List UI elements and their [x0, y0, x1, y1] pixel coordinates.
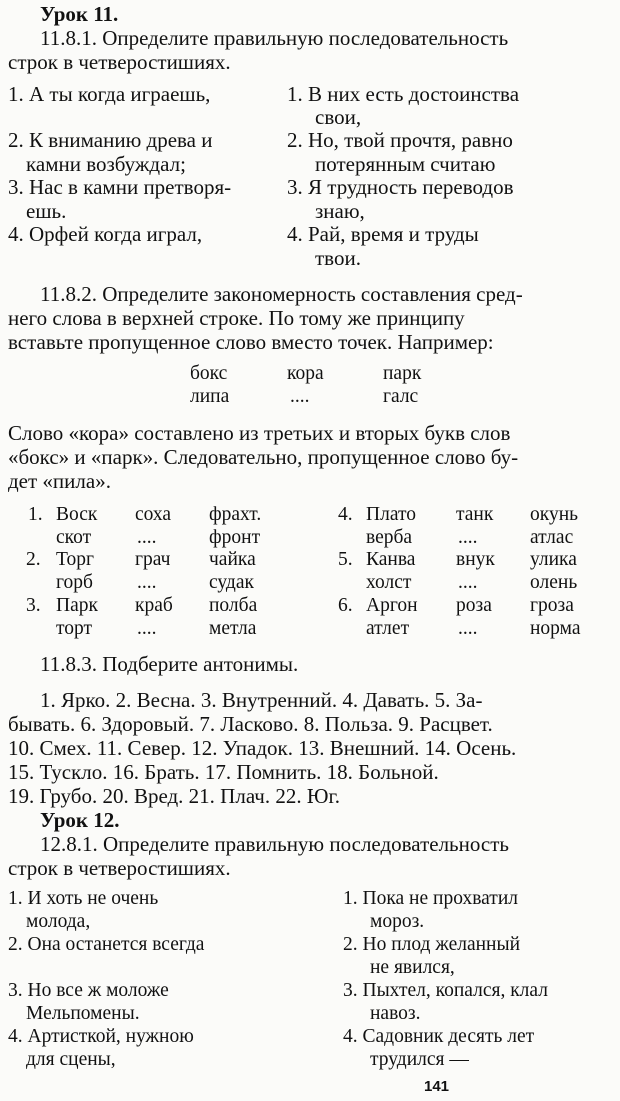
antonyms-line-5: 19. Грубо. 20. Вред. 21. Плач. 22. Юг. [8, 784, 340, 808]
quatrain12-right-line-3-cont: навоз. [370, 1003, 421, 1024]
quatrain12-right-line-3: 3. Пыхтел, копался, клал [343, 980, 548, 1001]
puzzle-3-number: 3. [26, 595, 41, 616]
puzzle-3-bottom-1: торт [56, 618, 93, 639]
puzzle-4-bottom-2: .... [458, 527, 478, 548]
puzzle-1-top-2: соха [135, 504, 172, 525]
quatrain-left-line-3-cont: ешь. [26, 199, 67, 223]
quatrain12-left-line-4-cont: для сцены, [26, 1049, 116, 1070]
puzzle-3-top-2: краб [135, 595, 173, 616]
ex-11-8-1-intro-cont: строк в четверостишиях. [8, 50, 231, 74]
lesson-11-title: Урок 11. [40, 2, 119, 26]
quatrain-right-line-2-cont: потерянным считаю [315, 152, 496, 176]
puzzle-1-bottom-1: скот [56, 527, 92, 548]
lesson-12-title: Урок 12. [40, 808, 120, 832]
puzzle-4-top-2: танк [456, 504, 494, 525]
puzzle-3-top-3: полба [209, 595, 258, 616]
quatrain12-left-line-3-cont: Мельпомены. [26, 1003, 140, 1024]
puzzle-2-number: 2. [26, 549, 41, 570]
quatrain-right-line-3: 3. Я трудность переводов [287, 175, 514, 199]
quatrain12-right-line-4-cont: трудился — [370, 1049, 469, 1070]
puzzle-1-number: 1. [28, 504, 43, 525]
example-top-word-1: бокс [190, 363, 228, 384]
example-explanation: Слово «кора» составлено из третьих и вторых букв слов [8, 421, 511, 445]
example-top-word-3: парк [383, 363, 422, 384]
puzzle-6-bottom-1: атлет [366, 618, 410, 639]
example-bottom-word-3: галс [383, 386, 419, 407]
puzzle-1-top-1: Воск [56, 504, 98, 525]
puzzle-3-bottom-3: метла [209, 618, 257, 639]
puzzle-2-bottom-3: судак [209, 572, 254, 593]
puzzle-5-top-1: Канва [366, 549, 416, 570]
antonyms-line-4: 15. Тускло. 16. Брать. 17. Помнить. 18. Больной. [8, 760, 439, 784]
ex-12-8-1-intro: 12.8.1. Определите правильную последовательность [40, 832, 509, 856]
quatrain-left-line-2-cont: камни возбуждал; [26, 152, 186, 176]
puzzle-3-bottom-2: .... [137, 618, 157, 639]
ex-12-8-1-intro-cont: строк в четверостишиях. [8, 856, 231, 880]
antonyms-line-1: 1. Ярко. 2. Весна. 3. Внутренний. 4. Давать. 5. За- [40, 688, 483, 712]
quatrain-left-line-4: 4. Орфей когда играл, [8, 222, 203, 246]
quatrain-right-line-3-cont: знаю, [315, 199, 365, 223]
example-bottom-missing: .... [290, 386, 310, 407]
quatrain12-left-line-4: 4. Артисткой, нужною [8, 1026, 194, 1047]
ex-11-8-1-intro: 11.8.1. Определите правильную последовательность [40, 26, 509, 50]
puzzle-2-bottom-1: горб [56, 572, 93, 593]
quatrain12-left-line-1-cont: молода, [26, 911, 91, 932]
quatrain12-right-line-1-cont: мороз. [370, 911, 425, 932]
quatrain-left-line-3: 3. Нас в камни претворя- [8, 175, 232, 199]
puzzle-4-top-1: Плато [366, 504, 416, 525]
puzzle-6-top-2: роза [456, 595, 492, 616]
puzzle-5-top-2: внук [456, 549, 495, 570]
example-bottom-word-1: липа [190, 386, 230, 407]
quatrain12-right-line-2: 2. Но плод желанный [343, 934, 521, 955]
puzzle-4-bottom-1: верба [366, 527, 413, 548]
ex-11-8-2-intro-cont-1: него слова в верхней строке. По тому же принципу [8, 306, 465, 330]
example-explanation-cont-2: дет «пила». [8, 469, 111, 493]
puzzle-5-bottom-1: холст [366, 572, 412, 593]
quatrain-right-line-2: 2. Но, твой прочтя, равно [287, 128, 513, 152]
example-explanation-cont-1: «бокс» и «парк». Следовательно, пропущенное слово бу- [8, 445, 519, 469]
example-top-word-2: кора [287, 363, 324, 384]
ex-11-8-2-intro: 11.8.2. Определите закономерность составления сред- [40, 282, 523, 306]
puzzle-4-bottom-3: атлас [530, 527, 574, 548]
puzzle-5-top-3: улика [530, 549, 577, 570]
puzzle-6-top-1: Аргон [366, 595, 418, 616]
puzzle-5-bottom-2: .... [458, 572, 478, 593]
quatrain-right-line-4: 4. Рай, время и труды [287, 222, 479, 246]
quatrain12-right-line-1: 1. Пока не прохватил [343, 888, 518, 909]
puzzle-1-top-3: фрахт. [209, 504, 262, 525]
quatrain-right-line-1-cont: свои, [315, 105, 362, 129]
quatrain-right-line-4-cont: твои. [315, 246, 361, 270]
puzzle-1-bottom-2: .... [137, 527, 157, 548]
puzzle-3-top-1: Парк [56, 595, 98, 616]
puzzle-5-bottom-3: олень [530, 572, 578, 593]
puzzle-6-top-3: гроза [530, 595, 574, 616]
quatrain12-right-line-2-cont: не явился, [370, 957, 455, 978]
page-number: 141 [424, 1078, 450, 1095]
puzzle-2-top-2: грач [135, 549, 171, 570]
puzzle-6-number: 6. [338, 595, 353, 616]
puzzle-2-top-1: Торг [56, 549, 94, 570]
puzzle-6-bottom-3: норма [530, 618, 581, 639]
quatrain12-left-line-2: 2. Она останется всегда [8, 934, 205, 955]
puzzle-2-bottom-2: .... [137, 572, 157, 593]
puzzle-5-number: 5. [338, 549, 353, 570]
quatrain12-left-line-1: 1. И хоть не очень [8, 888, 159, 909]
ex-11-8-2-intro-cont-2: вставьте пропущенное слово вместо точек. Например: [8, 330, 494, 354]
quatrain-left-line-1: 1. А ты когда играешь, [8, 82, 211, 106]
puzzle-4-number: 4. [338, 504, 353, 525]
quatrain-left-line-2: 2. К вниманию древа и [8, 128, 213, 152]
puzzle-6-bottom-2: .... [458, 618, 478, 639]
puzzle-2-top-3: чайка [209, 549, 256, 570]
ex-11-8-3-title: 11.8.3. Подберите антонимы. [40, 652, 299, 676]
quatrain12-left-line-3: 3. Но все ж моложе [8, 980, 169, 1001]
quatrain12-right-line-4: 4. Садовник десять лет [343, 1026, 535, 1047]
quatrain-right-line-1: 1. В них есть достоинства [287, 82, 520, 106]
puzzle-1-bottom-3: фронт [209, 527, 261, 548]
antonyms-line-2: бывать. 6. Здоровый. 7. Ласково. 8. Польза. 9. Расцвет. [8, 712, 493, 736]
puzzle-4-top-3: окунь [530, 504, 579, 525]
antonyms-line-3: 10. Смех. 11. Север. 12. Упадок. 13. Внешний. 14. Осень. [8, 736, 517, 760]
